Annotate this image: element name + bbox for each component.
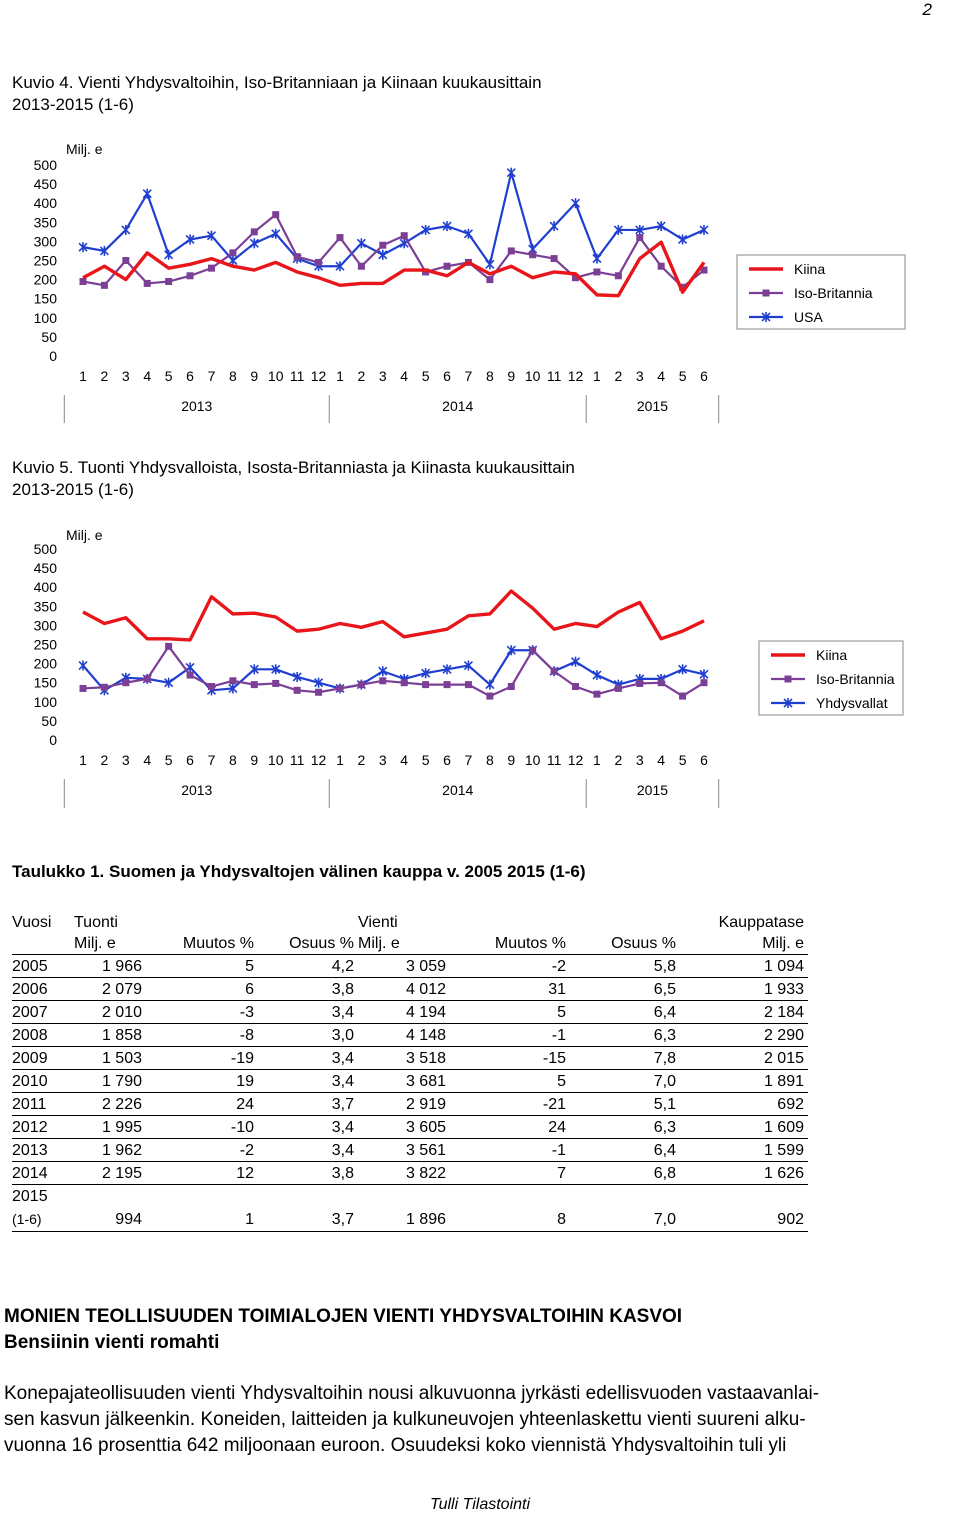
table-cell: 2 226 xyxy=(74,1093,146,1116)
x-tick-label: 5 xyxy=(164,752,173,768)
header-empty xyxy=(570,912,680,933)
header-vienti: Vienti xyxy=(358,914,398,931)
year-label: 2015 xyxy=(636,782,669,798)
data-point xyxy=(593,670,601,680)
table-header-row-bottom xyxy=(12,933,808,955)
data-point xyxy=(465,681,472,688)
data-point xyxy=(572,683,579,690)
x-tick-label: 3 xyxy=(378,368,387,384)
trade-table xyxy=(12,912,808,1232)
table-cell: 7 xyxy=(450,1162,570,1185)
table-cell: -1 xyxy=(450,1139,570,1162)
y-tick-label: 400 xyxy=(33,579,57,596)
table-cell: 7,0 xyxy=(570,1207,680,1232)
y-axis-label: Milj. e xyxy=(66,141,103,157)
table-cell xyxy=(450,1185,570,1208)
x-tick-label: 5 xyxy=(421,368,430,384)
x-tick-label: 6 xyxy=(700,752,708,768)
table-cell: -15 xyxy=(450,1047,570,1070)
data-point xyxy=(187,672,194,679)
y-tick-label: 50 xyxy=(41,712,57,729)
x-tick-label: 2 xyxy=(357,368,366,384)
legend-label: Kiina xyxy=(794,261,826,277)
legend-label: Iso-Britannia xyxy=(816,671,895,687)
data-point xyxy=(336,685,343,692)
data-point xyxy=(165,643,172,650)
table-cell: 3,7 xyxy=(258,1093,358,1116)
x-tick-label: 1 xyxy=(336,368,344,384)
x-tick-label: 7 xyxy=(464,368,473,384)
x-tick-label: 10 xyxy=(524,368,541,384)
table-cell: 2006 xyxy=(12,978,74,1001)
table-cell: -3 xyxy=(146,1001,258,1024)
table-cell: 2 184 xyxy=(680,1001,808,1024)
table-cell: 3 518 xyxy=(358,1047,450,1070)
x-tick-label: 3 xyxy=(121,752,130,768)
table-row xyxy=(12,1116,808,1139)
table-header-row-top xyxy=(12,912,808,933)
table-cell: 4 148 xyxy=(358,1024,450,1047)
x-tick-label: 4 xyxy=(400,368,409,384)
data-point xyxy=(486,693,493,700)
data-point xyxy=(251,681,258,688)
table-cell: -8 xyxy=(146,1024,258,1047)
footer: Tulli Tilastointi xyxy=(429,1496,531,1513)
table-cell: 2 290 xyxy=(680,1024,808,1047)
y-tick-label: 150 xyxy=(33,674,57,691)
table-cell: 7,8 xyxy=(570,1047,680,1070)
paragraph-line: Konepajateollisuuden vienti Yhdysvaltoihin nousi alkuvuonna jyrkästi edellisvuoden vastaavanlai- xyxy=(4,1383,820,1404)
x-tick-label: 2 xyxy=(614,752,623,768)
y-tick-label: 350 xyxy=(33,214,57,231)
x-tick-label: 6 xyxy=(700,368,708,384)
data-point xyxy=(101,684,108,691)
table-cell: -2 xyxy=(146,1139,258,1162)
data-point xyxy=(122,679,129,686)
table-cell: 31 xyxy=(450,978,570,1001)
table-cell xyxy=(258,1185,358,1208)
table-row xyxy=(12,955,808,978)
table-cell: 1 599 xyxy=(680,1139,808,1162)
x-tick-label: 2 xyxy=(100,752,109,768)
table-row xyxy=(12,1024,808,1047)
table-cell: 6,8 xyxy=(570,1162,680,1185)
table-cell: 1 995 xyxy=(74,1116,146,1139)
table-body xyxy=(12,955,808,1232)
series-iso-britannia xyxy=(80,643,708,700)
header-empty xyxy=(12,933,74,955)
data-point xyxy=(358,681,365,688)
x-tick-label: 6 xyxy=(443,368,451,384)
x-tick-label: 1 xyxy=(336,752,344,768)
header-kauppatase-milj: Milj. e xyxy=(680,933,808,955)
table-cell: 3,4 xyxy=(258,1070,358,1093)
y-tick-label: 200 xyxy=(33,271,57,288)
x-tick-label: 4 xyxy=(143,368,152,384)
x-tick-label: 12 xyxy=(310,368,327,384)
y-tick-label: 250 xyxy=(33,252,57,269)
table-cell: 1 891 xyxy=(680,1070,808,1093)
table-title: Taulukko 1. Suomen ja Yhdysvaltojen välinen kauppa v. 2005 2015 (1-6) xyxy=(12,862,586,881)
section-subheading: Bensiinin vienti romahti xyxy=(4,1332,220,1353)
x-tick-label: 11 xyxy=(546,368,562,384)
table-cell: 2015 xyxy=(12,1187,48,1205)
table-cell: 2 195 xyxy=(74,1162,146,1185)
x-tick-label: 1 xyxy=(593,368,601,384)
x-tick-label: 10 xyxy=(267,752,284,768)
data-point xyxy=(615,685,622,692)
data-point xyxy=(144,675,151,682)
table-cell: 6,4 xyxy=(570,1001,680,1024)
table-cell: 3,4 xyxy=(258,1047,358,1070)
y-tick-label: 50 xyxy=(41,328,57,345)
section-heading: MONIEN TEOLLISUUDEN TOIMIALOJEN VIENTI YHDYSVALTOIHIN KASVOI xyxy=(4,1306,683,1327)
table-cell: -19 xyxy=(146,1047,258,1070)
header-vuosi: Vuosi xyxy=(12,914,52,931)
table-row xyxy=(12,978,808,1001)
x-tick-label: 5 xyxy=(421,752,430,768)
figure5-caption-line1: Kuvio 5. Tuonti Yhdysvalloista, Isosta-Britanniasta ja Kiinasta kuukausittain xyxy=(12,458,575,477)
table-cell: 5,8 xyxy=(570,955,680,978)
paragraph-line: vuonna 16 prosenttia 642 miljoonaan euroon. Osuudeksi koko viennistä Yhdysvaltoihin tuli yli xyxy=(4,1435,787,1456)
header-tuonti-muutos: Muutos % xyxy=(146,933,258,955)
header-tuonti-osuus: Osuus % xyxy=(258,933,358,955)
x-tick-label: 6 xyxy=(186,752,194,768)
table-cell: 6,4 xyxy=(570,1139,680,1162)
x-tick-label: 6 xyxy=(186,368,194,384)
legend-label: USA xyxy=(794,309,823,325)
table-cell: 2010 xyxy=(12,1070,74,1093)
table-cell: 6,3 xyxy=(570,1116,680,1139)
table-cell: 1 962 xyxy=(74,1139,146,1162)
x-tick-label: 3 xyxy=(635,752,644,768)
table-cell: -2 xyxy=(450,955,570,978)
x-tick-label: 12 xyxy=(567,368,584,384)
y-tick-label: 450 xyxy=(33,560,57,577)
table-cell: 902 xyxy=(680,1207,808,1232)
table-cell: 3 681 xyxy=(358,1070,450,1093)
x-tick-label: 5 xyxy=(678,368,687,384)
table-cell: 3,4 xyxy=(258,1116,358,1139)
x-tick-label: 11 xyxy=(289,752,305,768)
table-row xyxy=(12,1070,808,1093)
data-point xyxy=(701,679,708,686)
x-tick-label: 3 xyxy=(378,752,387,768)
table-cell: -21 xyxy=(450,1093,570,1116)
data-point xyxy=(315,689,322,696)
x-tick-label: 3 xyxy=(635,368,644,384)
x-tick-label: 5 xyxy=(678,752,687,768)
header-vienti-osuus: Osuus % xyxy=(570,933,680,955)
x-tick-label: 9 xyxy=(250,752,259,768)
x-tick-label: 1 xyxy=(79,368,87,384)
y-tick-label: 150 xyxy=(33,290,57,307)
x-tick-label: 11 xyxy=(546,752,562,768)
table-cell: 994 xyxy=(74,1207,146,1232)
paragraph-line: sen kasvun jälkeenkin. Koneiden, laitteiden ja kulkuneuvojen yhteenlaskettu vienti suureni alku- xyxy=(4,1409,806,1430)
data-point xyxy=(272,680,279,687)
data-point xyxy=(294,687,301,694)
table-row xyxy=(12,1207,808,1232)
table-cell xyxy=(570,1185,680,1208)
x-tick-label: 7 xyxy=(464,752,473,768)
y-tick-label: 450 xyxy=(33,176,57,193)
table-cell: 3,4 xyxy=(258,1139,358,1162)
series-line xyxy=(83,646,704,696)
x-tick-label: 8 xyxy=(228,752,237,768)
x-tick-label: 8 xyxy=(485,752,494,768)
table-cell: 1 094 xyxy=(680,955,808,978)
y-tick-label: 500 xyxy=(33,541,57,557)
x-tick-label: 8 xyxy=(228,368,237,384)
data-point xyxy=(593,691,600,698)
x-tick-label: 9 xyxy=(507,368,516,384)
table-row xyxy=(12,1047,808,1070)
data-point xyxy=(551,668,558,675)
table-cell: 24 xyxy=(450,1116,570,1139)
x-tick-label: 12 xyxy=(310,752,327,768)
table-cell: 2011 xyxy=(12,1093,74,1116)
table-cell: 692 xyxy=(680,1093,808,1116)
x-tick-label: 2 xyxy=(614,368,623,384)
series-line xyxy=(83,591,704,640)
x-tick-label: 2 xyxy=(357,752,366,768)
year-label: 2013 xyxy=(181,782,213,798)
table-cell: 5 xyxy=(450,1001,570,1024)
table-cell: 2012 xyxy=(12,1116,74,1139)
x-tick-label: 1 xyxy=(593,752,601,768)
x-tick-label: 4 xyxy=(400,752,409,768)
x-tick-label: 5 xyxy=(164,368,173,384)
table-cell: 5 xyxy=(450,1070,570,1093)
table-cell: 3,8 xyxy=(258,978,358,1001)
data-point xyxy=(572,657,580,667)
table-cell: 4 194 xyxy=(358,1001,450,1024)
figure5-caption-line2: 2013-2015 (1-6) xyxy=(12,480,134,499)
x-tick-label: 1 xyxy=(79,752,87,768)
x-tick-label: 4 xyxy=(657,368,666,384)
y-tick-label: 0 xyxy=(49,348,57,364)
y-tick-label: 300 xyxy=(33,233,57,250)
table-cell: 2 015 xyxy=(680,1047,808,1070)
data-point xyxy=(229,677,236,684)
table-cell: 1 790 xyxy=(74,1070,146,1093)
table-cell: 24 xyxy=(146,1093,258,1116)
table-cell: 4 012 xyxy=(358,978,450,1001)
table-cell: 2005 xyxy=(12,955,74,978)
table-cell: 1 609 xyxy=(680,1116,808,1139)
legend-label: Kiina xyxy=(816,647,848,663)
figure4-caption-line2: 2013-2015 (1-6) xyxy=(12,95,134,114)
table-cell: 2009 xyxy=(12,1047,74,1070)
table-cell: (1-6) xyxy=(12,1207,74,1232)
table-cell xyxy=(74,1185,146,1208)
table-cell: 2013 xyxy=(12,1139,74,1162)
year-label: 2014 xyxy=(442,782,474,798)
figure4-caption-line1: Kuvio 4. Vienti Yhdysvaltoihin, Iso-Britanniaan ja Kiinaan kuukausittain xyxy=(12,73,542,92)
table-cell: 8 xyxy=(450,1207,570,1232)
table-cell: 3,0 xyxy=(258,1024,358,1047)
header-tuonti: Tuonti xyxy=(74,914,118,931)
data-point xyxy=(422,681,429,688)
year-label: 2015 xyxy=(636,398,669,414)
y-tick-label: 200 xyxy=(33,655,57,672)
table-cell: 1 896 xyxy=(358,1207,450,1232)
x-tick-label: 11 xyxy=(289,368,305,384)
x-tick-label: 12 xyxy=(567,752,584,768)
y-tick-label: 250 xyxy=(33,636,57,653)
data-point xyxy=(636,680,643,687)
year-label: 2014 xyxy=(442,398,474,414)
y-tick-label: 300 xyxy=(33,617,57,634)
data-point xyxy=(529,647,536,654)
data-point xyxy=(80,685,87,692)
data-point xyxy=(208,683,215,690)
x-tick-label: 9 xyxy=(507,752,516,768)
page-number: 2 xyxy=(922,0,932,19)
table-cell: 3 561 xyxy=(358,1139,450,1162)
table-cell xyxy=(358,1185,450,1208)
legend-label: Yhdysvallat xyxy=(816,695,888,711)
table-cell: 2 079 xyxy=(74,978,146,1001)
y-tick-label: 100 xyxy=(33,693,57,710)
x-tick-label: 8 xyxy=(485,368,494,384)
table-cell: -1 xyxy=(450,1024,570,1047)
header-empty xyxy=(258,912,358,933)
table-cell: 2 010 xyxy=(74,1001,146,1024)
table-cell: 3,8 xyxy=(258,1162,358,1185)
table-cell: 12 xyxy=(146,1162,258,1185)
table-cell: 3,7 xyxy=(258,1207,358,1232)
header-empty xyxy=(450,912,570,933)
table-cell: 3 822 xyxy=(358,1162,450,1185)
series-kiina xyxy=(83,591,704,640)
legend-label: Iso-Britannia xyxy=(794,285,873,301)
x-tick-label: 7 xyxy=(207,368,216,384)
x-tick-label: 3 xyxy=(121,368,130,384)
table-row xyxy=(12,1001,808,1024)
table-cell: 1 966 xyxy=(74,955,146,978)
table-cell xyxy=(680,1185,808,1208)
table-cell: 2014 xyxy=(12,1162,74,1185)
x-tick-label: 7 xyxy=(207,752,216,768)
y-axis-label: Milj. e xyxy=(66,527,103,543)
table-cell: 5 xyxy=(146,955,258,978)
y-tick-label: 350 xyxy=(33,598,57,615)
header-tuonti-milj: Milj. e xyxy=(74,933,146,955)
table-row xyxy=(12,1093,808,1116)
table-cell: 1 858 xyxy=(74,1024,146,1047)
table-cell: 3 605 xyxy=(358,1116,450,1139)
header-vienti-milj: Milj. e xyxy=(358,933,450,955)
data-point xyxy=(444,681,451,688)
x-tick-label: 10 xyxy=(267,368,284,384)
table-row xyxy=(12,1139,808,1162)
table-cell: 3 059 xyxy=(358,955,450,978)
data-point xyxy=(379,677,386,684)
y-tick-label: 0 xyxy=(49,732,57,748)
table-cell: 1 626 xyxy=(680,1162,808,1185)
y-tick-label: 400 xyxy=(33,195,57,212)
legend-marker xyxy=(785,676,792,683)
table-cell: 4,2 xyxy=(258,955,358,978)
table-cell: 1 xyxy=(146,1207,258,1232)
header-empty xyxy=(146,912,258,933)
table-cell xyxy=(146,1185,258,1208)
x-tick-label: 10 xyxy=(524,752,541,768)
table-cell: 2007 xyxy=(12,1001,74,1024)
x-tick-label: 2 xyxy=(100,368,109,384)
table-cell: 1 503 xyxy=(74,1047,146,1070)
table-cell: 2 919 xyxy=(358,1093,450,1116)
table-cell: 2008 xyxy=(12,1024,74,1047)
data-point xyxy=(486,680,494,690)
table-cell: 5,1 xyxy=(570,1093,680,1116)
table-row xyxy=(12,1185,808,1208)
table-cell: -10 xyxy=(146,1116,258,1139)
data-point xyxy=(508,683,515,690)
body-paragraph xyxy=(4,1381,954,1459)
data-point xyxy=(79,661,87,671)
header-vienti-muutos: Muutos % xyxy=(450,933,570,955)
table-cell: 6 xyxy=(146,978,258,1001)
table-row xyxy=(12,1162,808,1185)
table-cell: 19 xyxy=(146,1070,258,1093)
header-kauppatase: Kauppatase xyxy=(718,914,804,931)
table-cell: 3,4 xyxy=(258,1001,358,1024)
table-cell: 7,0 xyxy=(570,1070,680,1093)
y-tick-label: 100 xyxy=(33,309,57,326)
x-tick-label: 4 xyxy=(657,752,666,768)
y-tick-label: 500 xyxy=(33,157,57,173)
data-point xyxy=(401,679,408,686)
data-point xyxy=(658,679,665,686)
x-tick-label: 4 xyxy=(143,752,152,768)
data-point xyxy=(679,693,686,700)
table-cell: 6,3 xyxy=(570,1024,680,1047)
year-label: 2013 xyxy=(181,398,213,414)
table-cell: 6,5 xyxy=(570,978,680,1001)
x-tick-label: 6 xyxy=(443,752,451,768)
x-tick-label: 9 xyxy=(250,368,259,384)
table-cell: 1 933 xyxy=(680,978,808,1001)
